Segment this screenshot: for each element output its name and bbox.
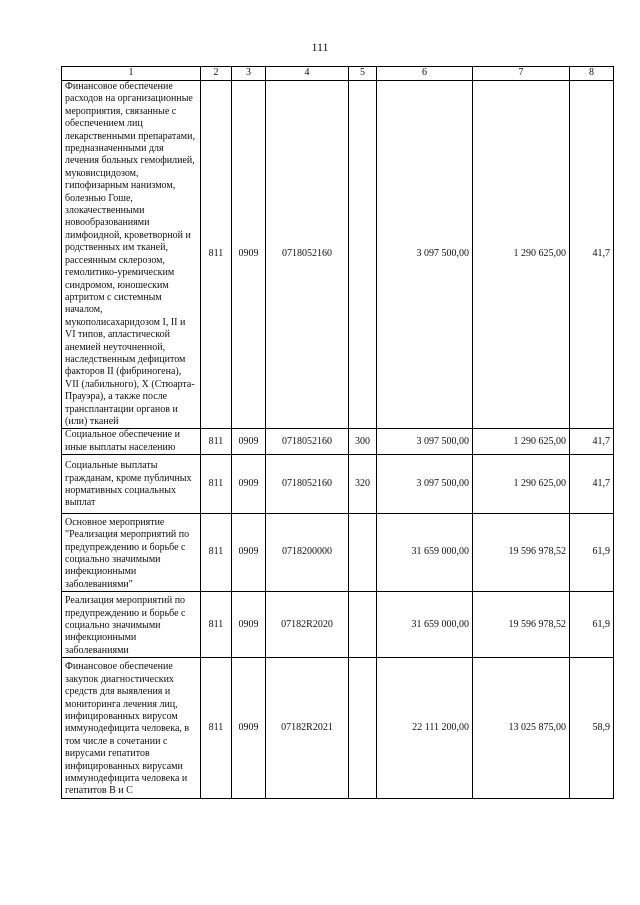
executed-amount: 13 025 875,00 [473,658,570,798]
header-cell-3: 3 [232,67,266,81]
ministry-code: 811 [201,592,232,658]
target-article-code: 07182R2021 [266,658,349,798]
header-cell-1: 1 [62,67,201,81]
planned-amount: 3 097 500,00 [377,429,473,455]
table-row [62,455,614,514]
planned-amount: 22 111 200,00 [377,658,473,798]
ministry-code: 811 [201,429,232,455]
budget-table [61,66,614,799]
table-row [62,429,614,455]
header-cell-7: 7 [473,67,570,81]
execution-percent: 41,7 [570,429,614,455]
section-code: 0909 [232,592,266,658]
section-code: 0909 [232,455,266,514]
expense-type-code: 300 [349,429,377,455]
executed-amount: 1 290 625,00 [473,455,570,514]
header-cell-2: 2 [201,67,232,81]
table-row [62,81,614,429]
execution-percent: 61,9 [570,513,614,591]
executed-amount: 19 596 978,52 [473,592,570,658]
ministry-code: 811 [201,513,232,591]
table-header [62,67,614,81]
ministry-code: 811 [201,658,232,798]
expense-type-code [349,658,377,798]
row-name: Социальные выплаты гражданам, кроме публичных нормативных социальных выплат [62,455,201,514]
target-article-code: 0718052160 [266,429,349,455]
executed-amount: 19 596 978,52 [473,513,570,591]
target-article-code: 07182R2020 [266,592,349,658]
planned-amount: 31 659 000,00 [377,513,473,591]
section-code: 0909 [232,658,266,798]
expense-type-code [349,592,377,658]
target-article-code: 0718052160 [266,455,349,514]
ministry-code: 811 [201,455,232,514]
table-body [62,81,614,799]
executed-amount: 1 290 625,00 [473,81,570,429]
header-cell-5: 5 [349,67,377,81]
execution-percent: 61,9 [570,592,614,658]
page-number: 111 [311,40,329,54]
row-name: Финансовое обеспечение расходов на организационные мероприятия, связанные с обеспечением лиц лекарственными препаратами, предназначенными для лечения больных гемофилией, муковисцидозом, гипофизарным нанизмом, болезнью Гоше, злокачественными новообразованиями лимфоидной, кроветворной и родственных им тканей, рассеянным склерозом, гемолитико-уремическим синдромом, юношеским артритом с системным началом, мукополисахаридозом I, II и VI типов, апластической анемией неуточненной, наследственным дефицитом факторов II (фибриногена), VII (лабильного), X (Стюарта-Прауэра), а также после трансплантации органов и (или) тканей [62,81,201,429]
execution-percent: 41,7 [570,81,614,429]
expense-type-code [349,81,377,429]
row-name: Реализация мероприятий по предупреждению и борьбе с социально значимыми инфекционными заболеваниями [62,592,201,658]
planned-amount: 31 659 000,00 [377,592,473,658]
row-name: Социальное обеспечение и иные выплаты населению [62,429,201,455]
executed-amount: 1 290 625,00 [473,429,570,455]
execution-percent: 58,9 [570,658,614,798]
section-code: 0909 [232,81,266,429]
target-article-code: 0718052160 [266,81,349,429]
header-cell-8: 8 [570,67,614,81]
ministry-code: 811 [201,81,232,429]
expense-type-code [349,513,377,591]
header-row [62,67,614,81]
row-name: Основное мероприятие "Реализация мероприятий по предупреждению и борьбе с социально значимыми инфекционными заболеваниями" [62,513,201,591]
table-row [62,513,614,591]
planned-amount: 3 097 500,00 [377,81,473,429]
target-article-code: 0718200000 [266,513,349,591]
table-row [62,658,614,798]
execution-percent: 41,7 [570,455,614,514]
section-code: 0909 [232,429,266,455]
header-cell-6: 6 [377,67,473,81]
section-code: 0909 [232,513,266,591]
table-row [62,592,614,658]
header-cell-4: 4 [266,67,349,81]
planned-amount: 3 097 500,00 [377,455,473,514]
row-name: Финансовое обеспечение закупок диагностических средств для выявления и мониторинга лечения лиц, инфицированных вирусом иммунодефицита человека, в том числе в сочетании с вирусами гепатитов инфицированных вирусами иммунодефицита человека и гепатитов В и С [62,658,201,798]
expense-type-code: 320 [349,455,377,514]
